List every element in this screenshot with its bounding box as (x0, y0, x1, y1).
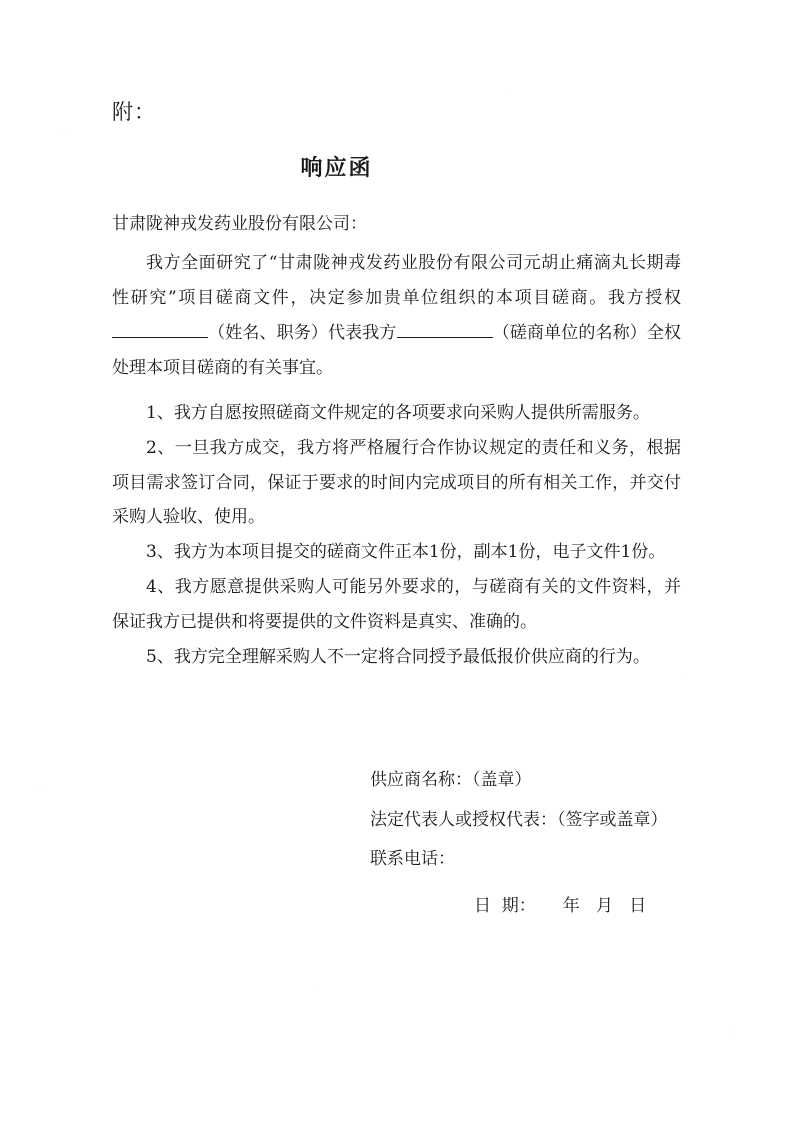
legal-representative-line: 法定代表人或授权代表：（签字或盖章） (370, 809, 668, 830)
salutation: 甘肃陇神戎发药业股份有限公司： (112, 214, 367, 235)
authorized-person-blank[interactable] (112, 318, 208, 338)
intro-paragraph (112, 246, 681, 385)
clause-item: 4、我方愿意提供采购人可能另外要求的，与磋商有关的文件资料，并保证我方已提供和将要提供的文件资料是真实、准确的。 (112, 577, 681, 632)
signature-block (112, 761, 681, 926)
clause-item: 3、我方为本项目提交的磋商文件正本1份，副本1份，电子文件1份。 (146, 542, 666, 563)
clause-item: 5、我方完全理解采购人不一定将合同授予最低报价供应商的行为。 (146, 646, 650, 667)
clause-item: 1、我方自愿按照磋商文件规定的各项要求向采购人提供所需服务。 (146, 402, 650, 423)
clause-item: 2、一旦我方成交，我方将严格履行合作协议规定的责任和义务，根据项目需求签订合同，保证于要求的时间内完成项目的所有相关工作，并交付采购人验收、使用。 (112, 437, 681, 528)
supplier-name-blank[interactable] (397, 318, 493, 338)
intro-text-part1: 我方全面研究了“甘肃陇神戎发药业股份有限公司元胡止痛滴丸长期毒性研究”项目磋商文件，决定参加贵单位组织的本项目磋商。我方授权 (112, 253, 681, 309)
intro-text-part2: （姓名、职务）代表我方 (208, 323, 397, 344)
attachment-label: 附： (112, 100, 156, 124)
date-line: 日 期： 年 月 日 (474, 896, 647, 917)
contact-phone-line: 联系电话： (370, 849, 455, 870)
intro-text-part3: （磋商单位的名称）全权处理本项目磋商的有关事宜。 (112, 323, 682, 379)
page-title: 响应函 (300, 155, 373, 182)
supplier-name-line: 供应商名称：（盖章） (370, 769, 532, 790)
